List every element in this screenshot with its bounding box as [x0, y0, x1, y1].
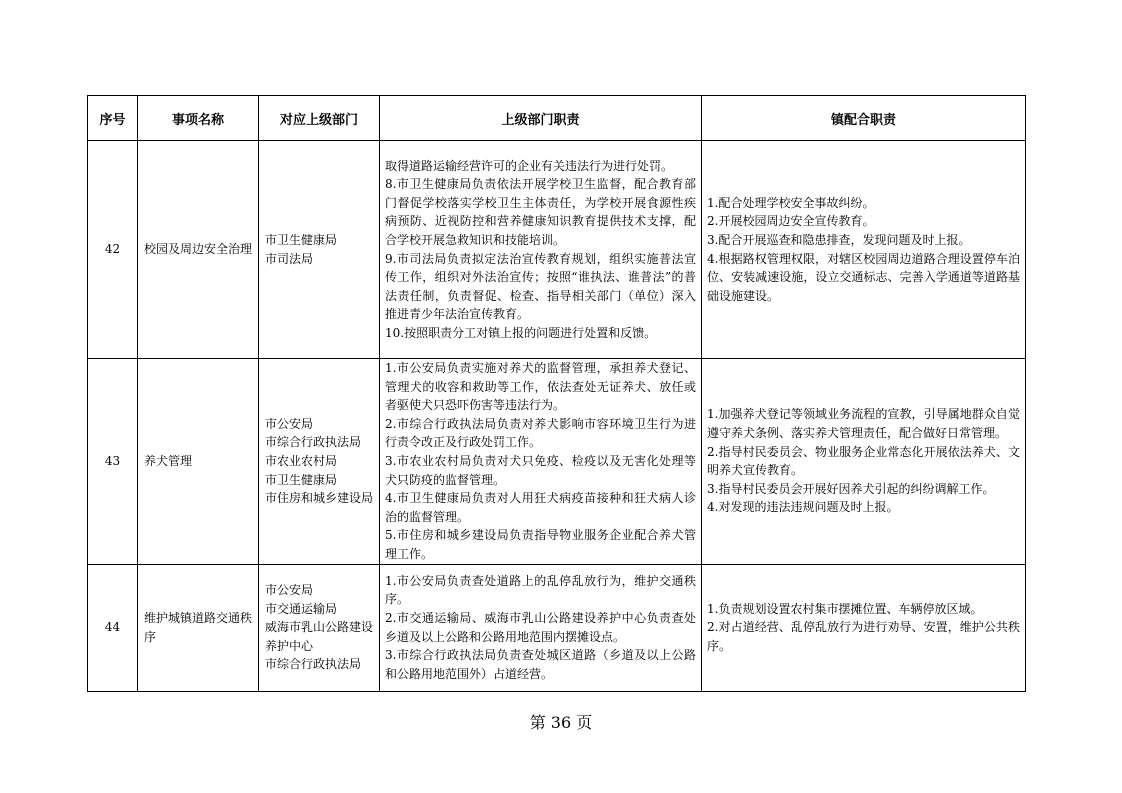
dept-line: 市卫生健康局 [265, 232, 338, 247]
duty-line: 2.市交通运输局、威海市乳山公路建设养护中心负责查处乡道及以上公路和公路用地范围内摆摊设点。 [385, 610, 696, 644]
header-dept: 对应上级部门 [259, 96, 380, 141]
duty-line: 3.市农业农村局负责对犬只免疫、检疫以及无害化处理等犬只防疫的监督管理。 [385, 453, 696, 487]
duty-line: 10.按照职责分工对镇上报的问题进行处置和反馈。 [385, 325, 657, 340]
duty-line: 取得道路运输经营许可的企业有关违法行为进行处罚。 [385, 158, 674, 173]
duty-line: 1.市公安局负责查处道路上的乱停乱放行为，维护交通秩序。 [385, 573, 696, 607]
header-name: 事项名称 [138, 96, 259, 141]
header-town: 镇配合职责 [702, 96, 1026, 141]
duty-cell [380, 141, 702, 359]
dept-line: 市公安局 [265, 416, 314, 431]
row-number: 44 [88, 564, 138, 691]
page-number: 第 36 页 [529, 713, 593, 732]
town-line: 3.指导村民委员会开展好因养犬引起的纠纷调解工作。 [707, 481, 995, 496]
town-cell [702, 141, 1026, 359]
header-no: 序号 [88, 96, 138, 141]
table-row [88, 141, 1026, 359]
town-line: 1.加强养犬登记等领域业务流程的宣教，引导属地群众自觉遵守养犬条例、落实养犬管理责任，配合做好日常管理。 [707, 407, 1020, 441]
town-line: 2.指导村民委员会、物业服务企业常态化开展依法养犬、文明养犬宣传教育。 [707, 444, 1020, 478]
item-name: 校园及周边安全治理 [138, 141, 259, 359]
town-line: 4.对发现的违法违规问题及时上报。 [707, 500, 899, 515]
duty-line: 5.市住房和城乡建设局负责指导物业服务企业配合养犬管理工作。 [385, 528, 696, 561]
table-row [88, 564, 1026, 691]
town-cell [702, 359, 1026, 565]
dept-cell [259, 359, 380, 565]
town-cell [702, 564, 1026, 691]
dept-line: 市公安局 [265, 583, 314, 598]
town-line: 3.配合开展巡查和隐患排查，发现问题及时上报。 [707, 232, 971, 247]
dept-line: 威海市乳山公路建设养护中心 [265, 620, 374, 653]
header-row [88, 96, 1026, 141]
duty-table [87, 95, 1026, 692]
duty-line: 9.市司法局负责拟定法治宣传教育规划，组织实施普法宣传工作，组织对外法治宣传；按照“谁执法、谁普法”的普法责任制，负责督促、检查、指导相关部门（单位）深入推进青少年法治宣传教育。 [385, 251, 696, 322]
dept-line: 市农业农村局 [265, 453, 338, 468]
town-line: 4.根据路权管理权限，对辖区校园周边道路合理设置停车泊位、安装减速设施，设立交通标志、完善入学通道等道路基础设施建设。 [707, 251, 1020, 303]
item-name: 维护城镇道路交通秩序 [138, 564, 259, 691]
dept-line: 市交通运输局 [265, 601, 338, 616]
duty-line: 2.市综合行政执法局负责对养犬影响市容环境卫生行为进行责令改正及行政处罚工作。 [385, 416, 696, 450]
item-name: 养犬管理 [138, 359, 259, 565]
row-number: 43 [88, 359, 138, 565]
dept-line: 市司法局 [265, 251, 314, 266]
town-line: 2.对占道经营、乱停乱放行为进行劝导、安置，维护公共秩序。 [707, 620, 1020, 653]
town-line: 1.配合处理学校安全事故纠纷。 [707, 195, 875, 210]
dept-line: 市卫生健康局 [265, 472, 338, 487]
duty-line: 8.市卫生健康局负责依法开展学校卫生监督，配合教育部门督促学校落实学校卫生主体责任，为学校开展食源性疾病预防、近视防控和营养健康知识教育提供技术支撑，配合学校开展急救知识和技能培训。 [385, 177, 696, 247]
dept-cell [259, 141, 380, 359]
row-number: 42 [88, 141, 138, 359]
table-row [88, 359, 1026, 565]
duty-line: 3.市综合行政执法局负责查处城区道路（乡道及以上公路和公路用地范围外）占道经营。 [385, 648, 696, 681]
town-line: 1.负责规划设置农村集市摆摊位置、车辆停放区域。 [707, 601, 983, 616]
dept-cell [259, 564, 380, 691]
town-line: 2.开展校园周边安全宣传教育。 [707, 214, 875, 229]
dept-line: 市综合行政执法局 [265, 657, 362, 672]
duty-cell [380, 359, 702, 565]
dept-line: 市住房和城乡建设局 [265, 491, 374, 506]
header-duty: 上级部门职责 [380, 96, 702, 141]
duty-line: 4.市卫生健康局负责对人用狂犬病疫苗接种和狂犬病人诊治的监督管理。 [385, 491, 696, 524]
duty-line: 1.市公安局负责实施对养犬的监督管理，承担养犬登记、管理犬的收容和救助等工作，依法查处无证养犬、放任或者驱使犬只恐吓伤害等违法行为。 [385, 361, 696, 413]
duty-cell [380, 564, 702, 691]
dept-line: 市综合行政执法局 [265, 435, 362, 450]
